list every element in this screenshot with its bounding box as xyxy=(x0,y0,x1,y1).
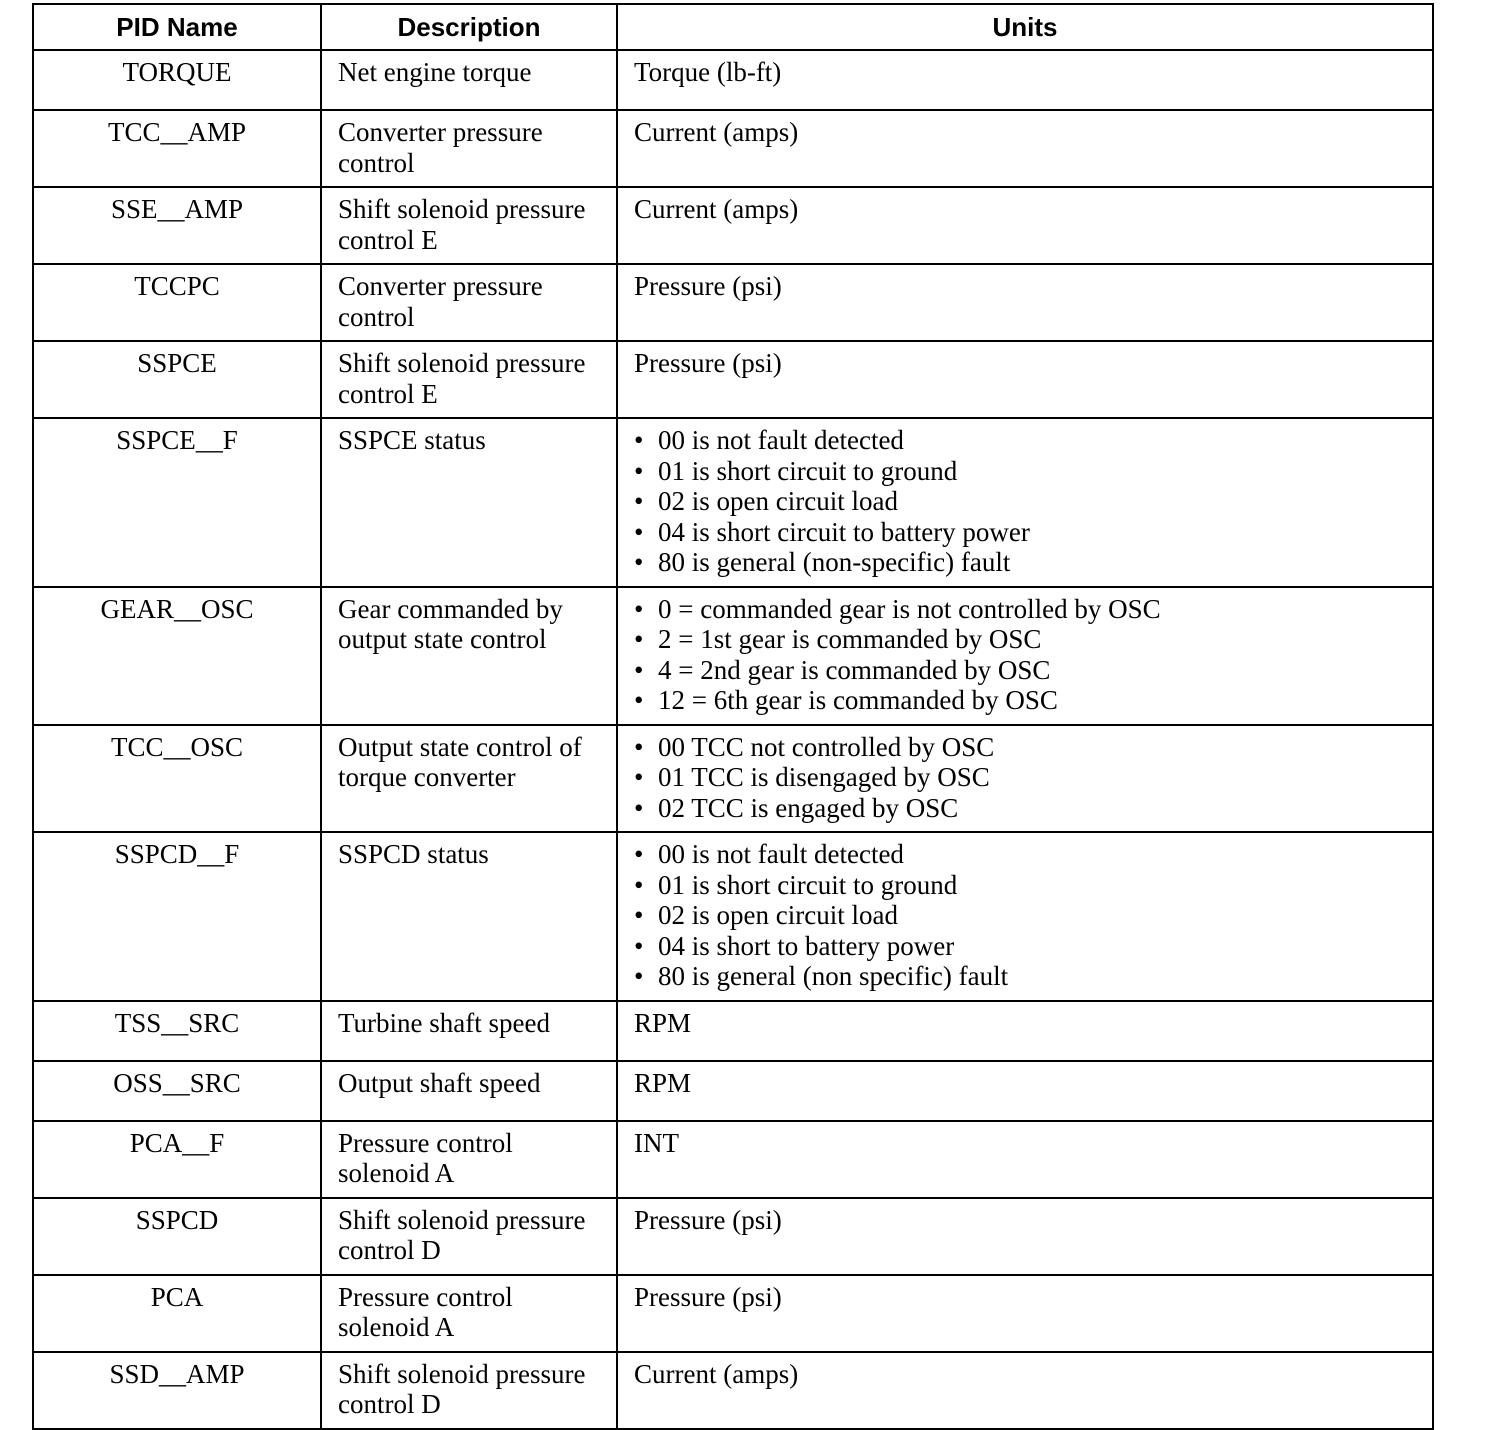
units-cell: Current (amps) xyxy=(617,110,1433,187)
units-cell: Pressure (psi) xyxy=(617,1198,1433,1275)
units-cell: RPM xyxy=(617,1061,1433,1121)
table-row xyxy=(33,50,1433,110)
header-row xyxy=(33,4,1433,50)
table-body xyxy=(33,50,1433,1429)
units-list-item: • 04 is short circuit to battery power xyxy=(634,517,1416,548)
column-header-units: Units xyxy=(617,4,1433,50)
pid-name-cell: PCA__F xyxy=(33,1121,321,1198)
description-cell: SSPCE status xyxy=(321,418,617,587)
description-cell: Converter pressure control xyxy=(321,110,617,187)
description-cell: Net engine torque xyxy=(321,50,617,110)
pid-name-cell: SSE__AMP xyxy=(33,187,321,264)
units-bullet-list xyxy=(634,425,1416,578)
description-cell: SSPCD status xyxy=(321,832,617,1001)
table-row xyxy=(33,341,1433,418)
table-row xyxy=(33,110,1433,187)
description-cell: Shift solenoid pressure control E xyxy=(321,341,617,418)
units-cell xyxy=(617,587,1433,725)
pid-name-cell: TCC__OSC xyxy=(33,725,321,833)
pid-name-cell: SSPCE__F xyxy=(33,418,321,587)
description-cell: Output shaft speed xyxy=(321,1061,617,1121)
units-list-item: • 01 is short circuit to ground xyxy=(634,870,1416,901)
table-row xyxy=(33,832,1433,1001)
units-cell xyxy=(617,832,1433,1001)
units-bullet-list xyxy=(634,839,1416,992)
units-list-item: • 00 TCC not controlled by OSC xyxy=(634,732,1416,763)
table-row xyxy=(33,1275,1433,1352)
description-cell: Shift solenoid pressure control E xyxy=(321,187,617,264)
column-header-pid-name: PID Name xyxy=(33,4,321,50)
units-list-item: • 01 TCC is disengaged by OSC xyxy=(634,762,1416,793)
units-cell: RPM xyxy=(617,1001,1433,1061)
table-row xyxy=(33,418,1433,587)
units-list-item: • 00 is not fault detected xyxy=(634,425,1416,456)
units-cell: INT xyxy=(617,1121,1433,1198)
description-cell: Shift solenoid pressure control D xyxy=(321,1198,617,1275)
column-header-description: Description xyxy=(321,4,617,50)
description-cell: Converter pressure control xyxy=(321,264,617,341)
description-cell: Shift solenoid pressure control D xyxy=(321,1352,617,1429)
units-cell: Pressure (psi) xyxy=(617,1275,1433,1352)
units-bullet-list xyxy=(634,594,1416,716)
units-list-item: • 80 is general (non-specific) fault xyxy=(634,547,1416,578)
description-cell: Pressure control solenoid A xyxy=(321,1121,617,1198)
units-cell xyxy=(617,725,1433,833)
pid-name-cell: GEAR__OSC xyxy=(33,587,321,725)
description-cell: Output state control of torque converter xyxy=(321,725,617,833)
pid-name-cell: TCCPC xyxy=(33,264,321,341)
table-row xyxy=(33,725,1433,833)
units-list-item: • 4 = 2nd gear is commanded by OSC xyxy=(634,655,1416,686)
units-list-item: • 04 is short to battery power xyxy=(634,931,1416,962)
units-cell: Pressure (psi) xyxy=(617,341,1433,418)
pid-name-cell: TSS__SRC xyxy=(33,1001,321,1061)
description-cell: Turbine shaft speed xyxy=(321,1001,617,1061)
table-row xyxy=(33,1198,1433,1275)
table-row xyxy=(33,1352,1433,1429)
pid-name-cell: SSD__AMP xyxy=(33,1352,321,1429)
pid-name-cell: SSPCD__F xyxy=(33,832,321,1001)
pid-name-cell: SSPCE xyxy=(33,341,321,418)
table-row xyxy=(33,264,1433,341)
table-row xyxy=(33,1001,1433,1061)
pid-name-cell: TORQUE xyxy=(33,50,321,110)
units-bullet-list xyxy=(634,732,1416,824)
table-row xyxy=(33,587,1433,725)
pid-name-cell: PCA xyxy=(33,1275,321,1352)
units-list-item: • 80 is general (non specific) fault xyxy=(634,961,1416,992)
units-list-item: • 02 is open circuit load xyxy=(634,486,1416,517)
description-cell: Gear commanded by output state control xyxy=(321,587,617,725)
units-cell: Current (amps) xyxy=(617,1352,1433,1429)
units-list-item: • 0 = commanded gear is not controlled by OSC xyxy=(634,594,1416,625)
units-cell xyxy=(617,418,1433,587)
units-list-item: • 00 is not fault detected xyxy=(634,839,1416,870)
table-row xyxy=(33,187,1433,264)
units-list-item: • 2 = 1st gear is commanded by OSC xyxy=(634,624,1416,655)
units-list-item: • 02 is open circuit load xyxy=(634,900,1416,931)
table-row xyxy=(33,1061,1433,1121)
units-list-item: • 12 = 6th gear is commanded by OSC xyxy=(634,685,1416,716)
pid-name-cell: TCC__AMP xyxy=(33,110,321,187)
table-row xyxy=(33,1121,1433,1198)
pid-name-cell: SSPCD xyxy=(33,1198,321,1275)
units-list-item: • 02 TCC is engaged by OSC xyxy=(634,793,1416,824)
description-cell: Pressure control solenoid A xyxy=(321,1275,617,1352)
units-cell: Pressure (psi) xyxy=(617,264,1433,341)
pid-table xyxy=(32,3,1434,1430)
table-header xyxy=(33,4,1433,50)
units-cell: Torque (lb-ft) xyxy=(617,50,1433,110)
pid-name-cell: OSS__SRC xyxy=(33,1061,321,1121)
units-list-item: • 01 is short circuit to ground xyxy=(634,456,1416,487)
units-cell: Current (amps) xyxy=(617,187,1433,264)
